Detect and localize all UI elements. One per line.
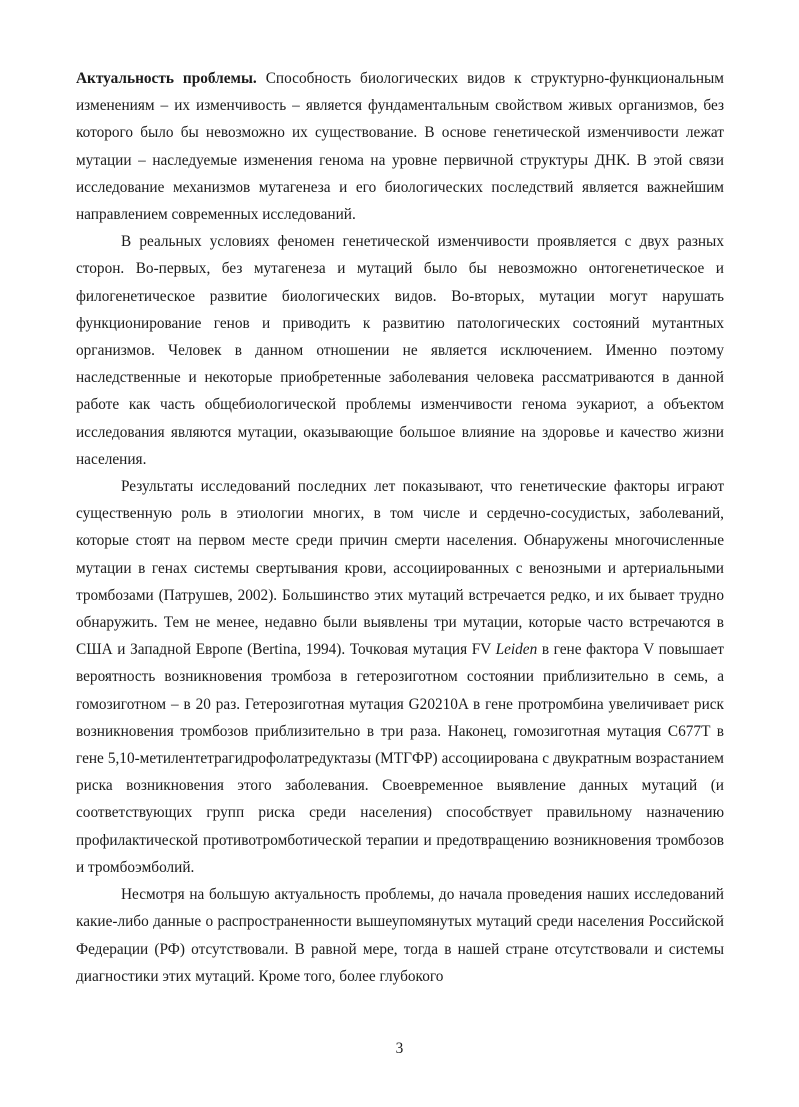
paragraph-text: Способность биологических видов к структурно-функциональным изменениям – их изменчивость – является фундаментальным свойством живых организмов, без которого было бы невозможно их существование. В основе генетической изменчивости лежат мутации – наследуемые изменения генома на уровне первичной структуры ДНК. В этой связи исследование механизмов мутагенеза и его биологических последствий является важнейшим направлением современных исследований. (76, 70, 724, 224)
paragraph-text: Результаты исследований последних лет показывают, что генетические факторы играют существенную роль в этиологии многих, в том числе и сердечно-сосудистых, заболеваний, которые стоят на первом месте среди причин смерти населения. Обнаружены многочисленные мутации в генах системы свертывания крови, ассоциированных с венозными и артериальными тромбозами (Патрушев, 2002). Большинство этих мутаций встречается редко, и их бывает трудно обнаружить. Тем не менее, недавно были выявлены три мутации, которые часто встречаются в США и Западной Европе (Bertina, 1994). Точковая мутация FV (76, 478, 724, 659)
paragraph-variability: В реальных условиях феномен генетической изменчивости проявляется с двух разных сторон. Во-первых, без мутагенеза и мутаций было бы невозможно онтогенетическое и филогенетическое развитие биологических видов. Во-вторых, мутации могут нарушать функционирование генов и приводить к развитию патологических состояний мутантных организмов. Человек в данном отношении не является исключением. Именно поэтому наследственные и некоторые приобретенные заболевания человека рассматриваются в данной работе как часть общебиологической проблемы изменчивости генома эукариот, а объектом исследования являются мутации, оказывающие большое влияние на здоровье и качество жизни населения. (76, 233, 724, 468)
paragraph-relevance-rf: Несмотря на большую актуальность проблемы, до начала проведения наших исследований какие-либо данные о распространенности вышеупомянутых мутаций среди населения Российской Федерации (РФ) отсутствовали. В равной мере, тогда в нашей стране отсутствовали и системы диагностики этих мутаций. Кроме того, более глубокого (76, 886, 724, 985)
paragraph-mutations (76, 473, 724, 881)
section-heading: Актуальность проблемы. (76, 70, 257, 87)
page-number: 3 (395, 1040, 404, 1057)
italic-term: Leiden (495, 641, 538, 659)
paragraph-relevance (76, 65, 724, 228)
paragraph-text: в гене фактора V повышает вероятность возникновения тромбоза в гетерозиготном состоянии приблизительно в семь, а гомозиготном – в 20 раз. Гетерозиготная мутация G20210A в гене протромбина увеличивает риск возникновения тромбозов приблизительно в три раза. Наконец, гомозиготная мутация C677T в гене 5,10-метилентетрагидрофолатредуктазы (МТГФР) ассоциирована с двукратным возрастанием риска возникновения этого заболевания. Своевременное выявление данных мутаций (и соответствующих групп риска среди населения) способствует правильному назначению профилактической противотромботической терапии и предотвращению возникновения тромбозов и тромбоэмболий. (76, 641, 724, 876)
body-text (76, 65, 724, 990)
